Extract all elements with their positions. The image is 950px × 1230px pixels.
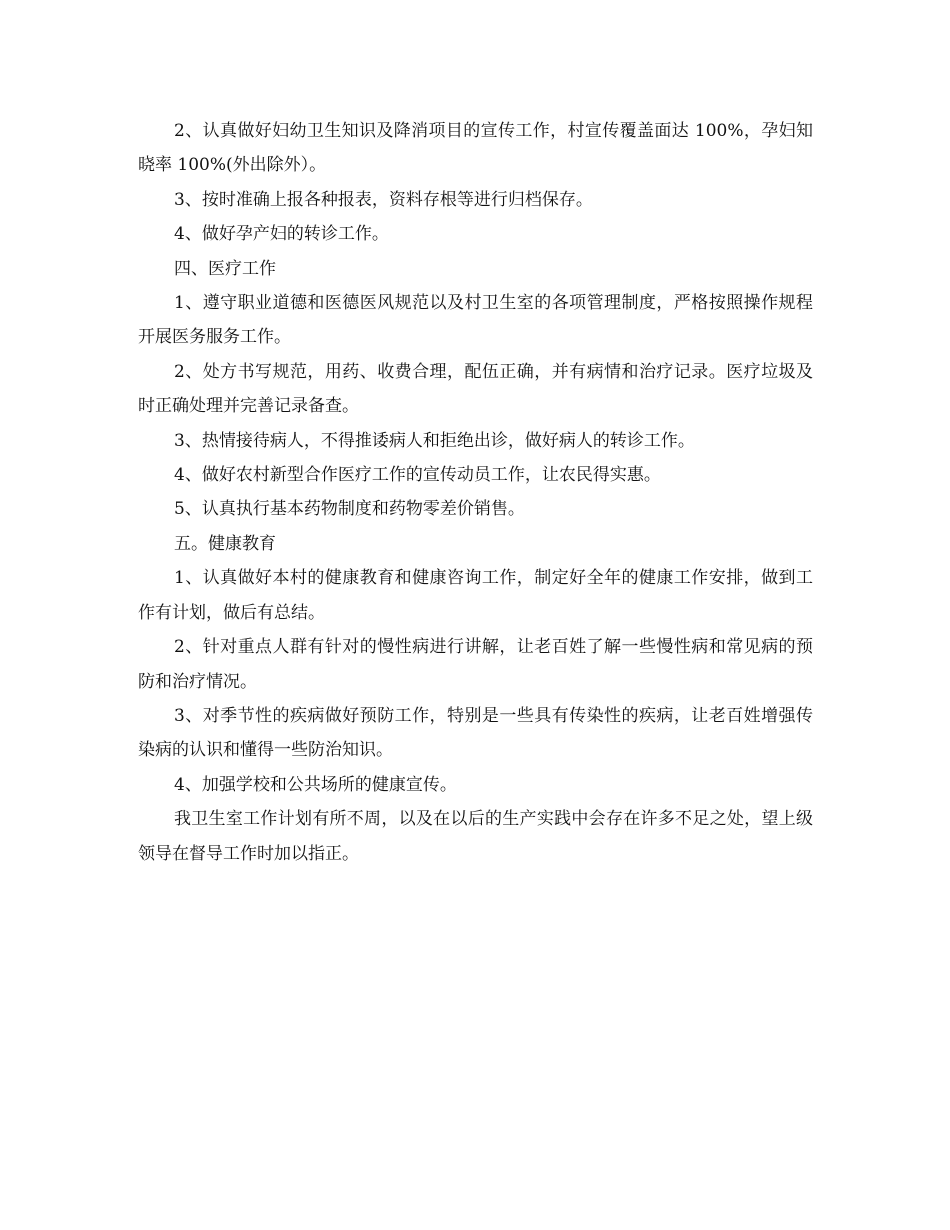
section-heading-medical: 四、医疗工作 xyxy=(174,258,276,279)
paragraph-medical-3: 3、热情接待病人，不得推诿病人和拒绝出诊，做好病人的转诊工作。 xyxy=(174,430,695,451)
paragraph-medical-2: 2、处方书写规范，用药、收费合理，配伍正确，并有病情和治疗记录。医疗垃圾及时正确处理并完善记录备查。 xyxy=(138,361,813,417)
paragraph-health-2: 2、针对重点人群有针对的慢性病进行讲解，让老百姓了解一些慢性病和常见病的预防和治疗情况。 xyxy=(138,637,813,692)
section-heading-health-education: 五。健康教育 xyxy=(174,533,276,554)
paragraph-item-3: 3、按时准确上报各种报表，资料存根等进行归档保存。 xyxy=(174,189,593,210)
paragraph-item-4: 4、做好孕产妇的转诊工作。 xyxy=(174,224,389,245)
paragraph-medical-5: 5、认真执行基本药物制度和药物零差价销售。 xyxy=(174,499,525,520)
paragraph-medical-4: 4、做好农村新型合作医疗工作的宣传动员工作，让农民得实惠。 xyxy=(174,465,661,486)
paragraph-health-1: 1、认真做好本村的健康教育和健康咨询工作，制定好全年的健康工作安排，做到工作有计划，做后有总结。 xyxy=(138,568,813,623)
document-body xyxy=(138,114,813,871)
paragraph-item-2: 2、认真做好妇幼卫生知识及降消项目的宣传工作，村宣传覆盖面达 100%，孕妇知晓率 100%(外出除外）。 xyxy=(138,121,813,176)
closing-paragraph: 我卫生室工作计划有所不周，以及在以后的生产实践中会存在许多不足之处，望上级领导在督导工作时加以指正。 xyxy=(138,809,813,864)
paragraph-health-3: 3、对季节性的疾病做好预防工作，特别是一些具有传染性的疾病，让老百姓增强传染病的认识和懂得一些防治知识。 xyxy=(138,705,813,761)
paragraph-medical-1: 1、遵守职业道德和医德医风规范以及村卫生室的各项管理制度，严格按照操作规程开展医务服务工作。 xyxy=(138,293,813,348)
paragraph-health-4: 4、加强学校和公共场所的健康宣传。 xyxy=(174,774,457,795)
